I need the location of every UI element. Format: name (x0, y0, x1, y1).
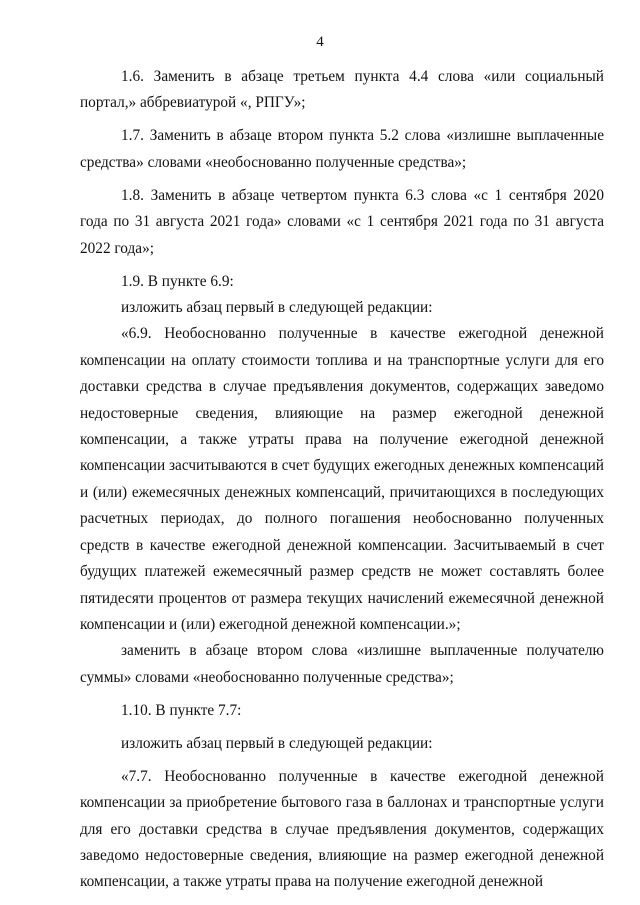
paragraph-1-6: 1.6. Заменить в абзаце третьем пункта 4.4 слова «или социальный портал,» аббревиатурой «, РПГУ»; (80, 68, 604, 112)
paragraph-1-10-instruction: изложить абзац первый в следующей редакции: (121, 734, 433, 752)
paragraph-1-10-heading: 1.10. В пункте 7.7: (121, 701, 242, 719)
paragraph-7-7-quote: «7.7. Необоснованно полученные в качестве ежегодной денежной компенсации за приобретение бытового газа в баллонах и транспортные услуги для его доставки средства в случае предъявления документов, содержащих заведомо недостоверные сведения, влияющие на размер ежегодной денежной компенсации, а также утраты права на получение ежегодной денежной (80, 767, 604, 891)
page-number: 4 (316, 34, 324, 50)
paragraph-1-9-instruction: изложить абзац первый в следующей редакции: (121, 299, 433, 317)
paragraph-1-9-heading: 1.9. В пункте 6.9: (121, 272, 234, 290)
paragraph-1-8: 1.8. Заменить в абзаце четвертом пункта 6.3 слова «с 1 сентября 2020 года по 31 августа 2021 года» словами «с 1 сентября 2021 года по 31 августа 2022 года»; (80, 186, 604, 257)
paragraph-1-7: 1.7. Заменить в абзаце втором пункта 5.2 слова «излишне выплаченные средства» словами «необоснованно полученные средства»; (80, 127, 604, 171)
paragraph-1-9-replace: заменить в абзаце втором слова «излишне выплаченные получателю суммы» словами «необоснованно полученные средства»; (80, 642, 604, 686)
paragraph-6-9-quote: «6.9. Необоснованно полученные в качестве ежегодной денежной компенсации на оплату стоимости топлива и на транспортные услуги для его доставки средства в случае предъявления документов, содержащих заведомо недостоверные сведения, влияющие на размер ежегодной денежной компенсации, а также утраты права на получение ежегодной денежной компенсации засчитываются в счет будущих ежегодных денежных компенсаций и (или) ежемесячных денежных компенсаций, причитающихся в последующих расчетных периодах, до полного погашения необоснованно полученных средств в качестве ежегодной денежной компенсации. Засчитываемый в счет будущих платежей ежемесячный размер средств не может составлять более пятидесяти процентов от размера текущих начислений ежемесячной денежной компенсации и (или) ежегодной денежной компенсации.»; (80, 325, 604, 633)
document-body (80, 64, 604, 896)
